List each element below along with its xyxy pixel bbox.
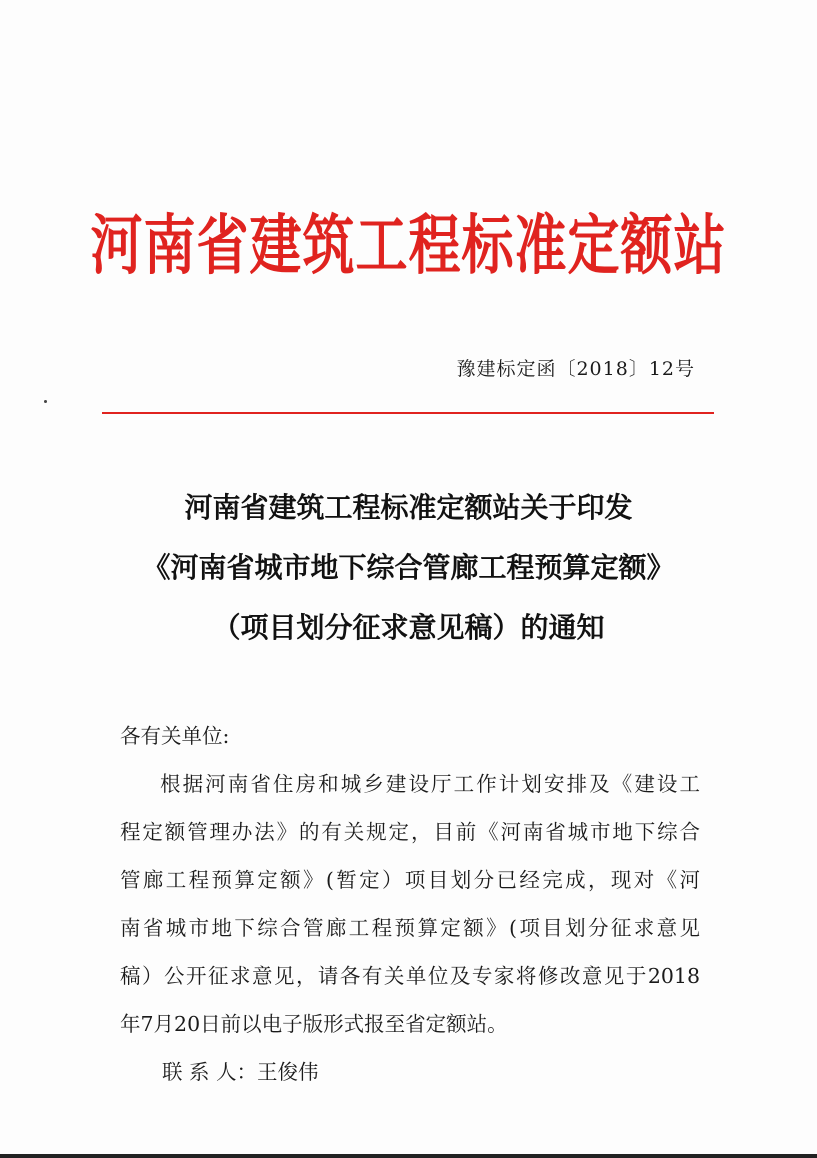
- title-line: （项目划分征求意见稿）的通知: [212, 611, 605, 644]
- agency-letterhead: 河南省建筑工程标准定额站: [90, 208, 727, 284]
- document-number: 豫建标定函〔2018〕12号: [456, 358, 695, 380]
- title-line: 河南省建筑工程标准定额站关于印发: [184, 491, 633, 524]
- document-body: [120, 712, 700, 1096]
- scan-speck: [44, 400, 47, 403]
- paragraph-line: 南省城市地下综合管廊工程预算定额》(项目划分征求意见: [120, 916, 700, 940]
- scan-bottom-edge: [0, 1154, 817, 1158]
- paragraph-line: 管廊工程预算定额》(暂定）项目划分已经完成，现对《河: [120, 868, 700, 892]
- paragraph-line: 根据河南省住房和城乡建设厅工作计划安排及《建设工: [160, 772, 700, 796]
- paragraph-line: 年7月20日前以电子版形式报至省定额站。: [120, 1012, 508, 1036]
- title-line: 《河南省城市地下综合管廊工程预算定额》: [142, 551, 675, 584]
- paragraph-line: 程定额管理办法》的有关规定，目前《河南省城市地下综合: [120, 820, 700, 844]
- salutation: 各有关单位:: [120, 724, 230, 748]
- red-divider-line: [102, 412, 714, 414]
- contact-person: 联 系 人：王俊伟: [162, 1060, 319, 1084]
- paragraph-line: 稿）公开征求意见，请各有关单位及专家将修改意见于2018: [120, 964, 700, 988]
- document-title: [60, 478, 757, 658]
